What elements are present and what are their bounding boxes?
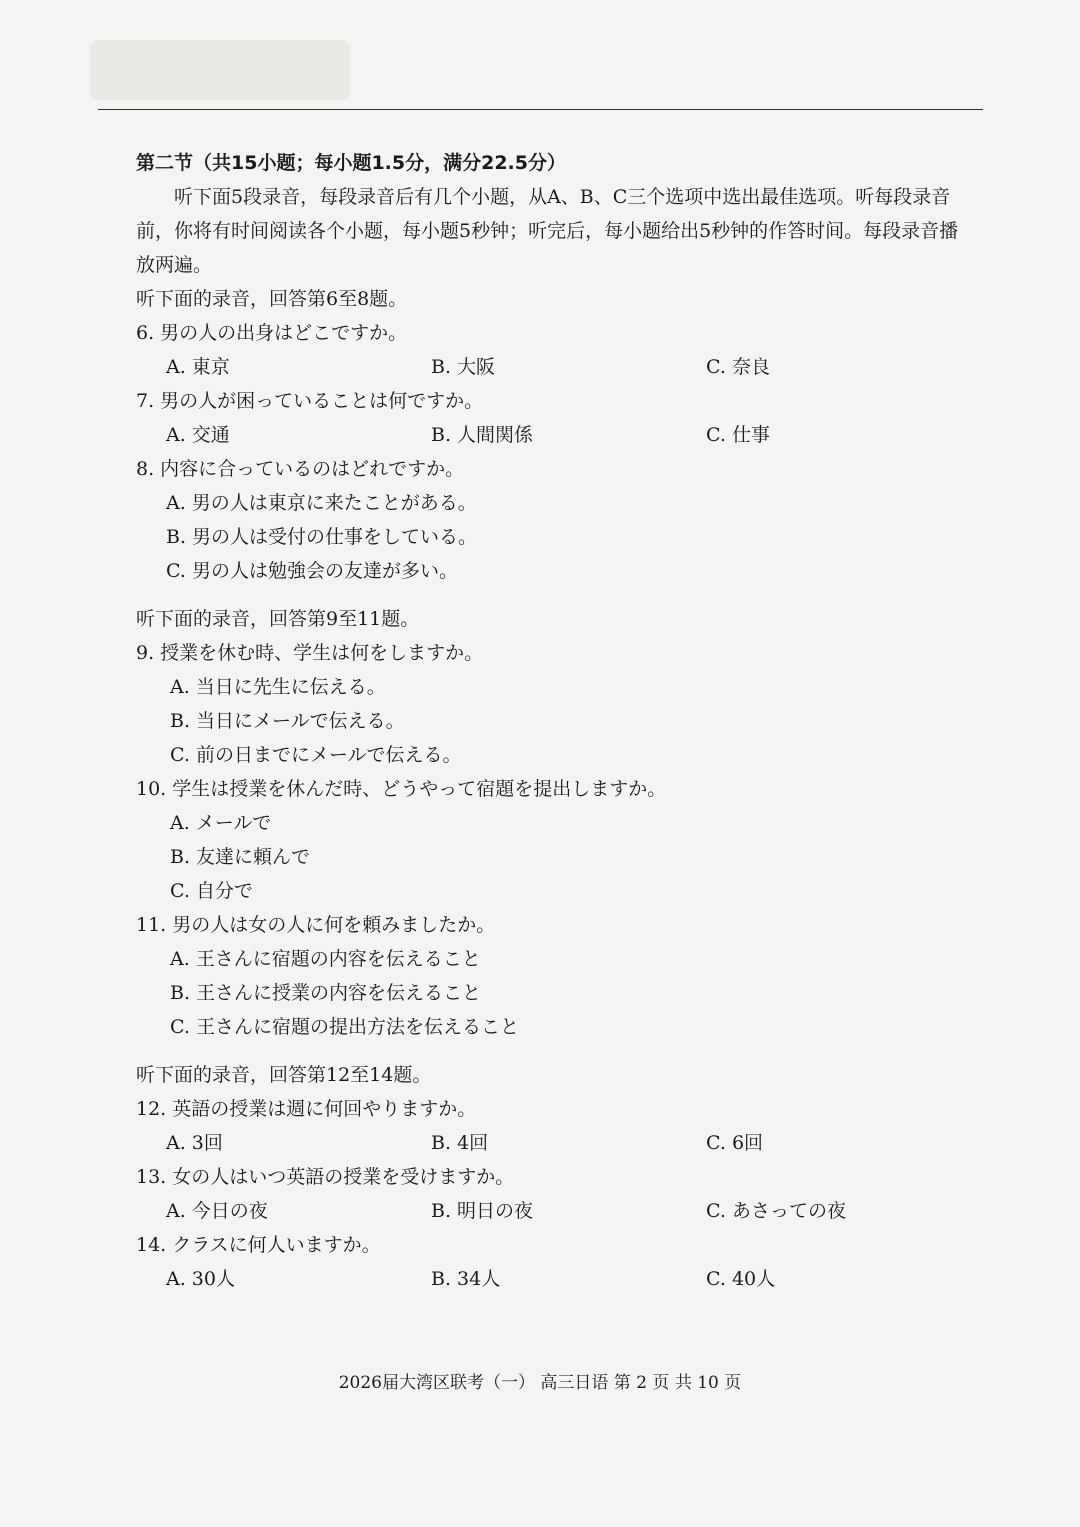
group-lead: 听下面的录音，回答第6至8题。	[136, 288, 408, 310]
question-7: 7. 男の人が困っていることは何ですか。	[136, 390, 484, 412]
option-a: A. 今日の夜	[166, 1200, 268, 1222]
scan-shadow-top	[90, 40, 350, 100]
option-b: B. 男の人は受付の仕事をしている。	[166, 526, 478, 548]
option-c: C. 6回	[706, 1132, 764, 1154]
page-footer: 2026届大湾区联考（一） 高三日语 第 2 页 共 10 页	[338, 1373, 742, 1393]
header-rule	[98, 109, 983, 110]
option-a: A. 交通	[166, 424, 230, 446]
option-b: B. 当日にメールで伝える。	[170, 710, 405, 732]
option-c: C. 前の日までにメールで伝える。	[170, 744, 462, 766]
option-a: A. 30人	[166, 1268, 235, 1290]
option-c: C. 奈良	[706, 356, 770, 378]
section-instructions: 听下面5段录音，每段录音后有几个小题，从A、B、C三个选项中选出最佳选项。听每段录音前，你将有时间阅读各个小题，每小题5秒钟；听完后，每小题给出5秒钟的作答时间。每段录音播放两遍。	[136, 186, 959, 276]
option-b: B. 大阪	[431, 356, 496, 378]
option-b: B. 明日の夜	[431, 1200, 534, 1222]
option-b: B. 34人	[431, 1268, 501, 1290]
section-title: 第二节（共15小题；每小题1.5分，满分22.5分）	[136, 152, 566, 174]
option-c: C. 王さんに宿題の提出方法を伝えること	[170, 1016, 519, 1038]
option-c: C. 自分で	[170, 880, 253, 902]
option-c: C. あさっての夜	[706, 1200, 846, 1222]
option-b: B. 友達に頼んで	[170, 846, 311, 868]
question-10: 10. 学生は授業を休んだ時、どうやって宿題を提出しますか。	[136, 778, 667, 800]
question-6: 6. 男の人の出身はどこですか。	[136, 322, 408, 344]
option-a: A. メールで	[170, 812, 272, 834]
group-lead: 听下面的录音，回答第12至14题。	[136, 1064, 432, 1086]
option-b: B. 王さんに授業の内容を伝えること	[170, 982, 482, 1004]
option-a: A. 王さんに宿題の内容を伝えること	[170, 948, 481, 970]
question-9: 9. 授業を休む時、学生は何をしますか。	[136, 642, 484, 664]
options-14	[136, 1262, 996, 1296]
options-12	[136, 1126, 996, 1160]
option-b: B. 4回	[431, 1132, 489, 1154]
question-12: 12. 英語の授業は週に何回やりますか。	[136, 1098, 477, 1120]
question-11: 11. 男の人は女の人に何を頼みましたか。	[136, 914, 496, 936]
option-a: A. 当日に先生に伝える。	[170, 676, 386, 698]
options-6	[136, 350, 996, 384]
question-13: 13. 女の人はいつ英語の授業を受けますか。	[136, 1166, 515, 1188]
question-14: 14. クラスに何人いますか。	[136, 1234, 381, 1256]
option-c: C. 仕事	[706, 424, 770, 446]
option-a: A. 男の人は東京に来たことがある。	[166, 492, 477, 514]
option-c: C. 40人	[706, 1268, 776, 1290]
option-a: A. 3回	[166, 1132, 223, 1154]
options-7	[136, 418, 996, 452]
options-13	[136, 1194, 996, 1228]
question-8: 8. 内容に合っているのはどれですか。	[136, 458, 465, 480]
question-section	[136, 146, 996, 1296]
option-c: C. 男の人は勉強会の友達が多い。	[166, 560, 458, 582]
option-b: B. 人間関係	[431, 424, 534, 446]
group-lead: 听下面的录音，回答第9至11题。	[136, 608, 420, 630]
option-a: A. 東京	[166, 356, 230, 378]
